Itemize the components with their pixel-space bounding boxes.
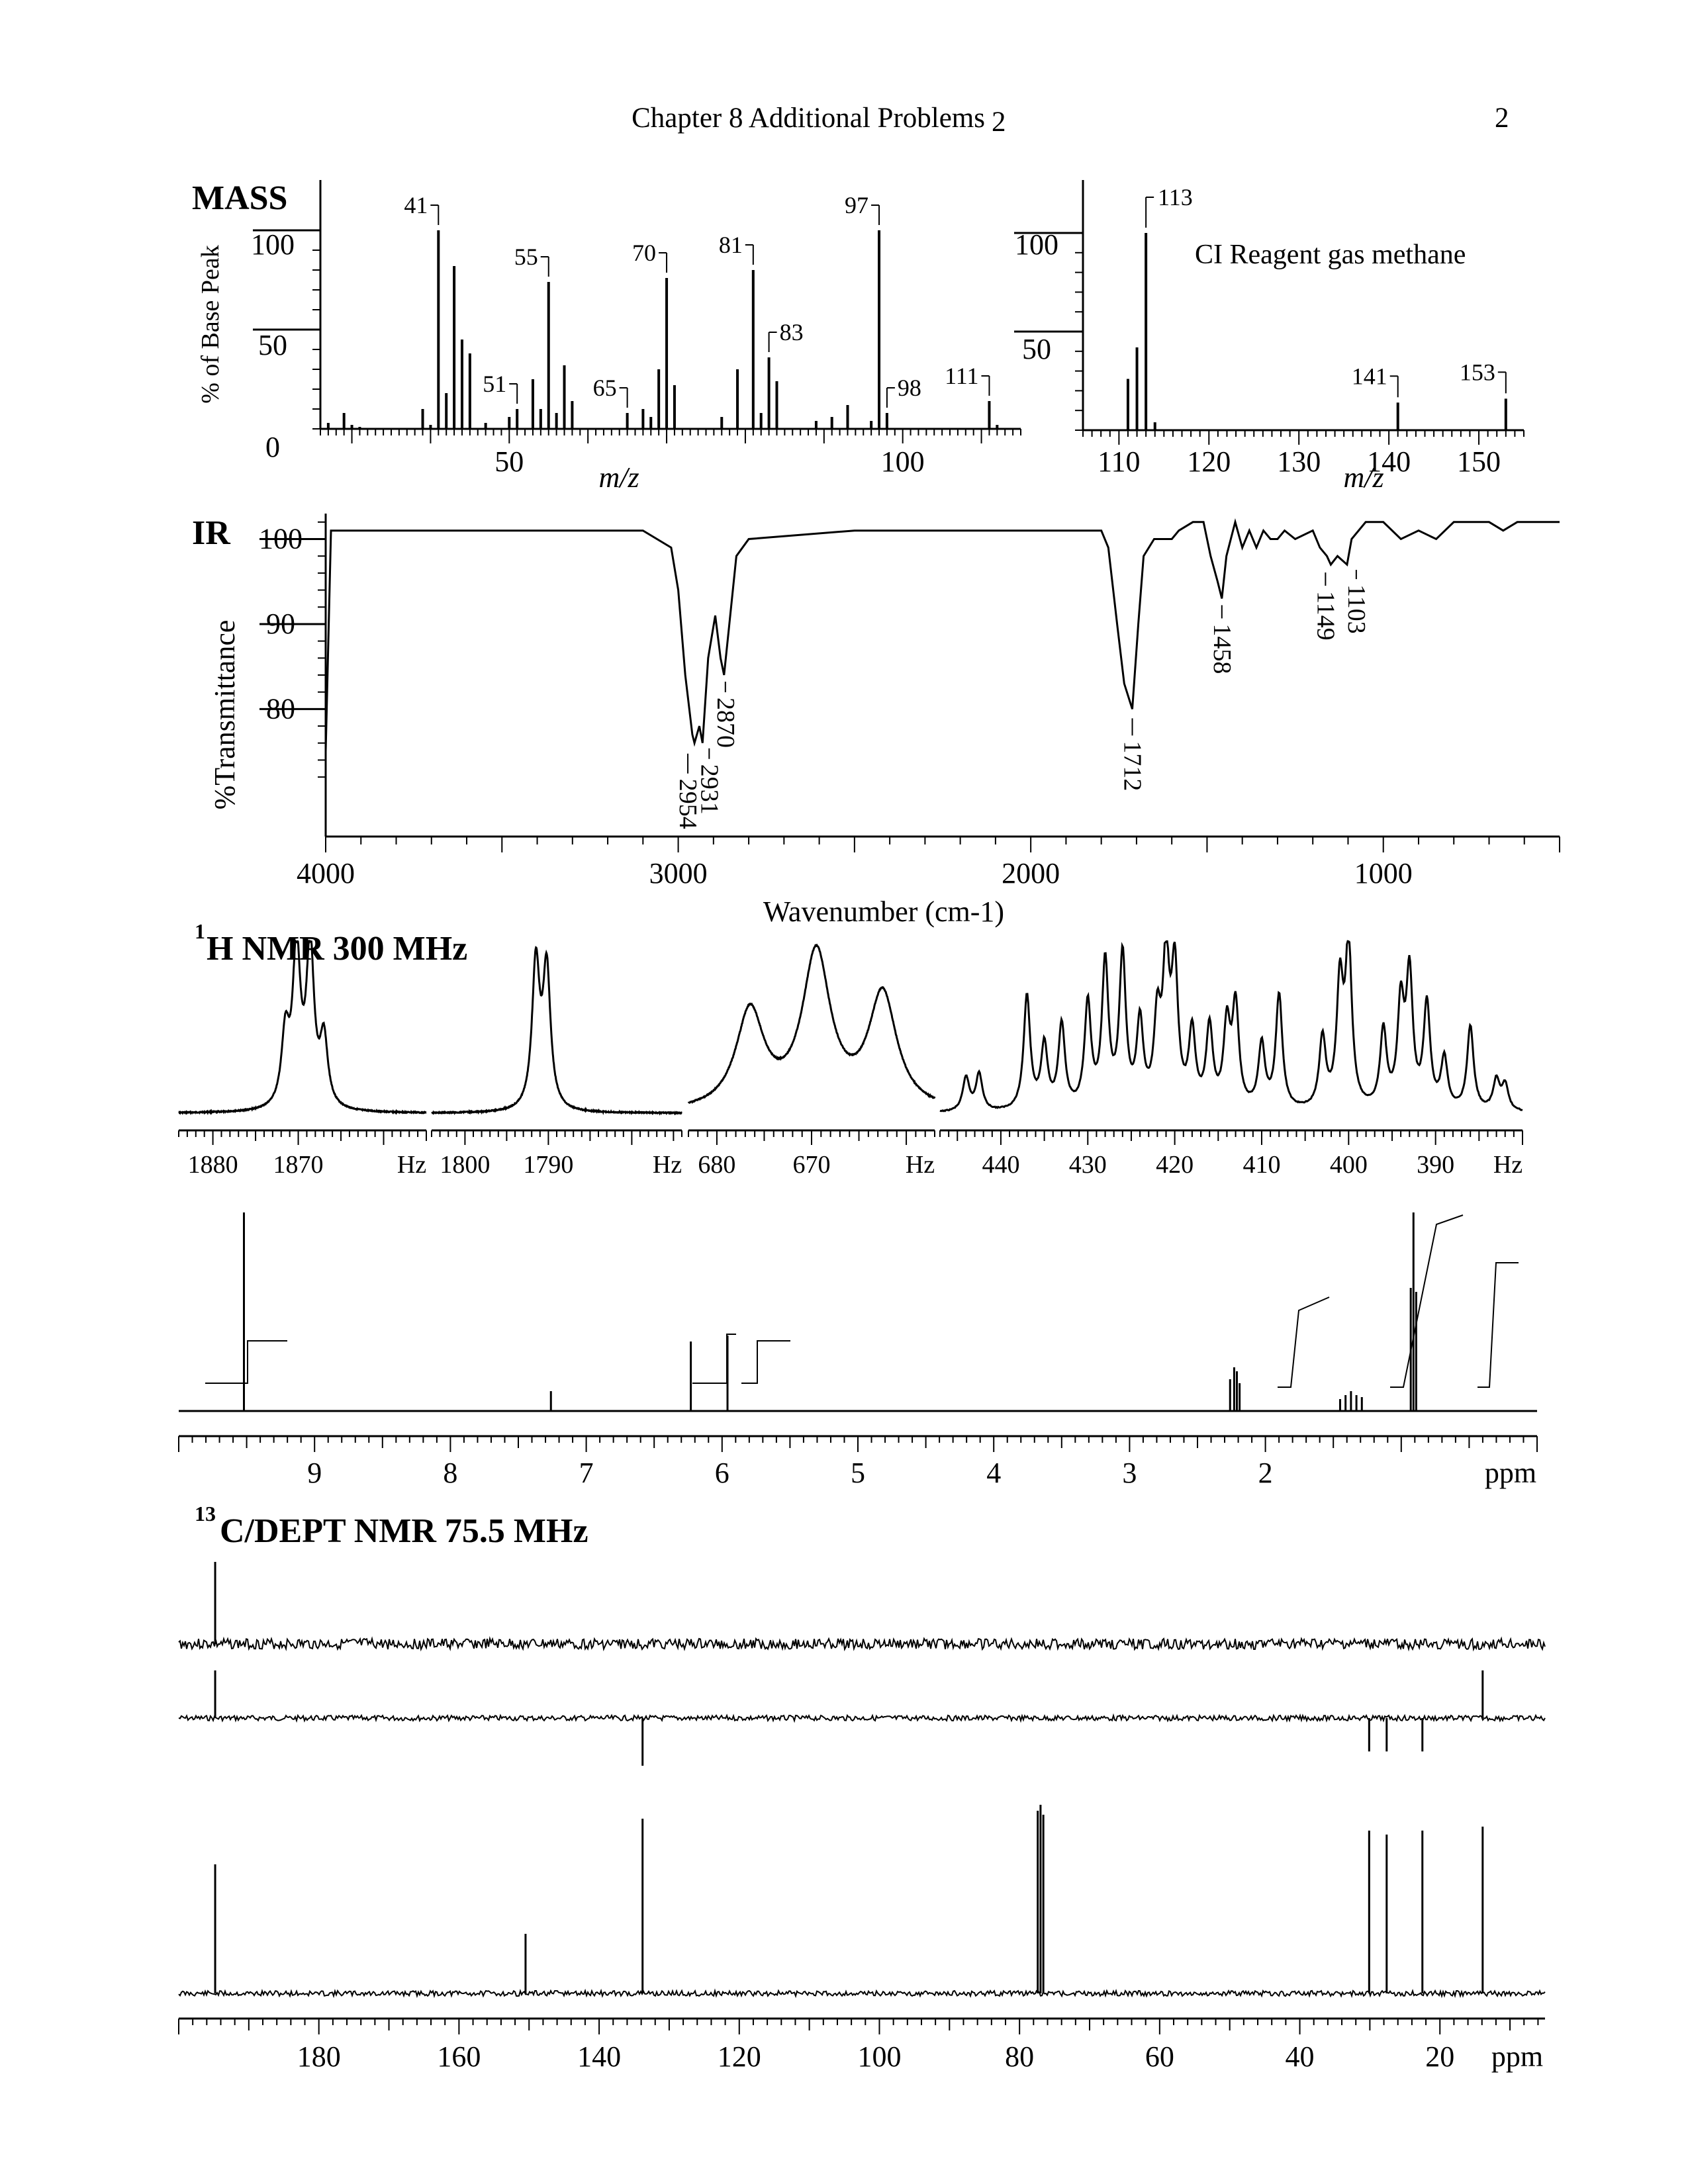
h-full-tick-label: 6 bbox=[714, 1457, 729, 1489]
ir-peak-label: 2870 bbox=[711, 698, 739, 748]
c13-dept-spectrum bbox=[179, 1562, 1545, 2073]
h-nmr-section-title bbox=[195, 919, 467, 968]
h-nmr-expansions bbox=[179, 941, 1523, 1179]
c13-tick-label: 120 bbox=[717, 2040, 761, 2073]
c13-tick-label: 160 bbox=[437, 2040, 481, 2073]
ir-peak-label: 1458 bbox=[1207, 623, 1236, 674]
ir-peak-label: 1712 bbox=[1118, 741, 1147, 792]
h-full-unit-label: ppm bbox=[1484, 1457, 1537, 1489]
h-full-tick-label: 2 bbox=[1258, 1457, 1273, 1489]
ir-x-tick-label: 4000 bbox=[297, 857, 355, 889]
page-header-title-suffix: 2 bbox=[992, 107, 1006, 138]
mass-ylabel: % of Base Peak bbox=[197, 245, 224, 404]
c-nmr-title: C/DEPT NMR 75.5 MHz bbox=[220, 1512, 588, 1550]
ir-y-tick-label: 90 bbox=[266, 607, 295, 640]
c13-tick-label: 60 bbox=[1145, 2040, 1174, 2073]
c13-unit-label: ppm bbox=[1491, 2040, 1544, 2073]
h-expansion-tick-label: 680 bbox=[698, 1151, 736, 1179]
ci-y-tick-label: 100 bbox=[1015, 228, 1058, 261]
h-expansion-trace bbox=[432, 948, 682, 1114]
ir-section-title: IR bbox=[192, 514, 230, 552]
ir-spectrum bbox=[259, 514, 1560, 889]
h-full-tick-label: 5 bbox=[851, 1457, 865, 1489]
mass-peak-label: 65 bbox=[592, 375, 617, 401]
h-expansion-trace bbox=[688, 945, 935, 1103]
h-expansion-tick-label: 1870 bbox=[273, 1151, 324, 1179]
c13-tick-label: 40 bbox=[1285, 2040, 1315, 2073]
c13-tick-label: 180 bbox=[297, 2040, 341, 2073]
ir-x-tick-label: 3000 bbox=[649, 857, 708, 889]
mass-y-tick-label: 100 bbox=[251, 228, 295, 261]
h-expansion-tick-label: 400 bbox=[1329, 1151, 1368, 1179]
h-expansion-tick-label: 430 bbox=[1068, 1151, 1107, 1179]
h-integration-curve bbox=[205, 1341, 287, 1383]
h-expansion-tick-label: 410 bbox=[1243, 1151, 1281, 1179]
mass-x-tick-label: 100 bbox=[880, 445, 925, 478]
mass-peak-label: 111 bbox=[945, 363, 979, 389]
mass-y-tick-label: 50 bbox=[258, 329, 287, 361]
ci-annotation: CI Reagent gas methane bbox=[1195, 240, 1466, 270]
mass-peak-label: 97 bbox=[845, 192, 869, 218]
c13-tick-label: 20 bbox=[1425, 2040, 1455, 2073]
ir-x-tick-label: 2000 bbox=[1002, 857, 1060, 889]
h-expansion-tick-label: 420 bbox=[1156, 1151, 1194, 1179]
h-expansion-tick-label: 390 bbox=[1417, 1151, 1455, 1179]
dept135-baseline-noise bbox=[179, 1715, 1545, 1721]
h-full-tick-label: 9 bbox=[307, 1457, 322, 1489]
h-expansion-tick-label: 440 bbox=[982, 1151, 1020, 1179]
h-expansion-unit-label: Hz bbox=[397, 1151, 427, 1179]
h-integration-curve bbox=[741, 1341, 790, 1383]
ci-x-tick-label: 130 bbox=[1277, 445, 1321, 478]
h-expansion-tick-label: 1790 bbox=[523, 1151, 574, 1179]
c-nmr-title-superscript: 13 bbox=[195, 1502, 216, 1525]
h-expansion-unit-label: Hz bbox=[1493, 1151, 1523, 1179]
ci-peak-label: 141 bbox=[1351, 363, 1387, 390]
ir-peak-label: 1149 bbox=[1311, 591, 1340, 641]
mass-peak-label: 81 bbox=[718, 232, 743, 258]
mass-peak-label: 41 bbox=[404, 192, 428, 218]
h-integration-curve bbox=[1278, 1297, 1329, 1387]
mass-peak-label: 55 bbox=[514, 244, 538, 270]
ir-y-tick-label: 80 bbox=[266, 692, 295, 725]
ci-peak-label: 113 bbox=[1158, 184, 1193, 210]
mass-ci-spectrum bbox=[1014, 180, 1524, 478]
h-expansion-unit-label: Hz bbox=[905, 1151, 935, 1179]
c13-baseline-noise bbox=[179, 1991, 1545, 1996]
h-expansion-tick-label: 1800 bbox=[440, 1151, 491, 1179]
ir-transmittance-trace bbox=[326, 522, 1560, 752]
ir-ylabel: %Transmittance bbox=[209, 619, 241, 810]
c13-tick-label: 140 bbox=[577, 2040, 622, 2073]
h-full-tick-label: 8 bbox=[443, 1457, 458, 1489]
ir-peak-label: 2931 bbox=[695, 764, 724, 815]
h-nmr-title-superscript: 1 bbox=[195, 919, 205, 943]
h-expansion-trace bbox=[940, 941, 1523, 1111]
page-header-title: Chapter 8 Additional Problems bbox=[632, 103, 985, 134]
mass-peak-label: 83 bbox=[779, 319, 804, 345]
h-full-tick-label: 4 bbox=[986, 1457, 1002, 1489]
mass-y-tick-label: 0 bbox=[265, 431, 280, 463]
ir-xlabel: Wavenumber (cm-1) bbox=[763, 895, 1005, 928]
h-nmr-title: H NMR 300 MHz bbox=[207, 930, 468, 968]
mass-peak-label: 70 bbox=[632, 240, 657, 266]
h-nmr-full-spectrum bbox=[179, 1212, 1537, 1489]
ci-x-tick-label: 120 bbox=[1187, 445, 1231, 478]
page-number: 2 bbox=[1495, 103, 1509, 134]
ir-y-tick-label: 100 bbox=[259, 522, 303, 555]
mass-section-title: MASS bbox=[192, 179, 288, 217]
ir-peak-label: 2954 bbox=[674, 778, 702, 829]
h-integration-curve bbox=[692, 1334, 736, 1383]
h-full-tick-label: 7 bbox=[579, 1457, 594, 1489]
h-expansion-unit-label: Hz bbox=[652, 1151, 682, 1179]
mass-xlabel: m/z bbox=[598, 461, 639, 494]
h-full-tick-label: 3 bbox=[1122, 1457, 1137, 1489]
mass-peak-label: 51 bbox=[483, 371, 507, 397]
dept90-baseline-noise bbox=[179, 1639, 1545, 1649]
ir-x-tick-label: 1000 bbox=[1354, 857, 1413, 889]
ci-peak-label: 153 bbox=[1459, 359, 1495, 386]
h-integration-curve bbox=[1477, 1263, 1519, 1387]
ci-xlabel: m/z bbox=[1343, 461, 1384, 494]
ir-peak-label: 1103 bbox=[1342, 584, 1370, 634]
ci-x-tick-label: 140 bbox=[1367, 445, 1411, 478]
ci-x-tick-label: 110 bbox=[1098, 445, 1141, 478]
c13-tick-label: 100 bbox=[857, 2040, 902, 2073]
ci-y-tick-label: 50 bbox=[1022, 333, 1051, 365]
h-expansion-tick-label: 1880 bbox=[187, 1151, 238, 1179]
mass-ei-spectrum bbox=[251, 180, 1021, 478]
ci-x-tick-label: 150 bbox=[1457, 445, 1501, 478]
c-nmr-section-title bbox=[195, 1502, 588, 1550]
c13-tick-label: 80 bbox=[1005, 2040, 1035, 2073]
h-integration-curve bbox=[1390, 1215, 1463, 1387]
mass-x-tick-label: 50 bbox=[494, 445, 524, 478]
h-expansion-tick-label: 670 bbox=[792, 1151, 831, 1179]
mass-peak-label: 98 bbox=[897, 375, 921, 401]
